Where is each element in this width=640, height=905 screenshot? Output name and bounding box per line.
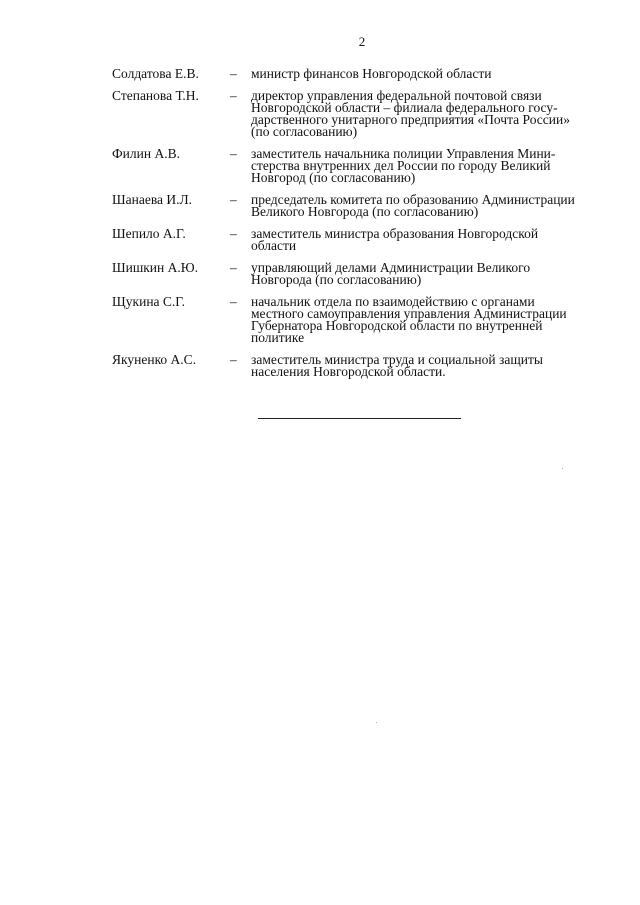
member-row: [112, 90, 612, 138]
role-line: населения Новгородской области.: [251, 364, 446, 379]
member-dash: –: [230, 88, 237, 103]
member-dash: –: [230, 146, 237, 161]
member-role: [251, 194, 613, 218]
member-role: [251, 354, 613, 378]
member-role: [251, 296, 613, 344]
member-role: [251, 90, 613, 138]
member-name: Шанаева И.Л.: [112, 192, 193, 207]
role-line: области: [251, 238, 297, 253]
member-name: Шепило А.Г.: [112, 226, 186, 241]
role-line: директор управления федеральной почтовой связи: [251, 88, 542, 103]
member-row: [112, 228, 612, 252]
role-line: Губернатора Новгородской области по внутренней: [251, 318, 543, 333]
member-dash: –: [230, 66, 237, 81]
role-line: заместитель начальника полиции Управления Мини-: [251, 146, 556, 161]
closing-rule: [258, 418, 461, 419]
role-line: Новгород (по согласованию): [251, 170, 416, 185]
role-line: начальник отдела по взаимодействию с органами: [251, 294, 535, 309]
member-name: Солдатова Е.В.: [112, 66, 199, 81]
member-row: [112, 354, 612, 378]
member-row: [112, 194, 612, 218]
member-dash: –: [230, 352, 237, 367]
member-name: Щукина С.Г.: [112, 294, 185, 309]
member-row: [112, 262, 612, 286]
role-line: заместитель министра образования Новгородской: [251, 226, 539, 241]
role-line: политике: [251, 330, 305, 345]
member-dash: –: [230, 192, 237, 207]
role-line: местного самоуправления управления Администрации: [251, 306, 567, 321]
member-dash: –: [230, 226, 237, 241]
member-role: [251, 148, 613, 184]
role-line: дарственного унитарного предприятия «Почта России»: [251, 112, 570, 127]
member-role: [251, 228, 613, 252]
member-name: Филин А.В.: [112, 146, 180, 161]
member-row: [112, 296, 612, 344]
role-line: министр финансов Новгородской области: [251, 66, 492, 81]
role-line: заместитель министра труда и социальной защиты: [251, 352, 543, 367]
role-line: (по согласованию): [251, 124, 358, 139]
member-role: [251, 68, 613, 80]
member-name: Степанова Т.Н.: [112, 88, 199, 103]
role-line: председатель комитета по образованию Администрации: [251, 192, 575, 207]
page-number: 2: [358, 34, 366, 49]
role-line: управляющий делами Администрации Великого: [251, 260, 531, 275]
member-list: [112, 68, 612, 388]
member-dash: –: [230, 260, 237, 275]
member-name: Якуненко А.С.: [112, 352, 197, 367]
scan-speck: [562, 468, 563, 469]
member-row: [112, 68, 612, 80]
member-dash: –: [230, 294, 237, 309]
role-line: Новгорода (по согласованию): [251, 272, 422, 287]
scan-speck: [376, 722, 377, 723]
role-line: Великого Новгорода (по согласованию): [251, 204, 479, 219]
role-line: стерства внутренних дел России по городу Великий: [251, 158, 551, 173]
member-row: [112, 148, 612, 184]
member-name: Шишкин А.Ю.: [112, 260, 198, 275]
role-line: Новгородской области – филиала федерального госу-: [251, 100, 558, 115]
member-role: [251, 262, 613, 286]
